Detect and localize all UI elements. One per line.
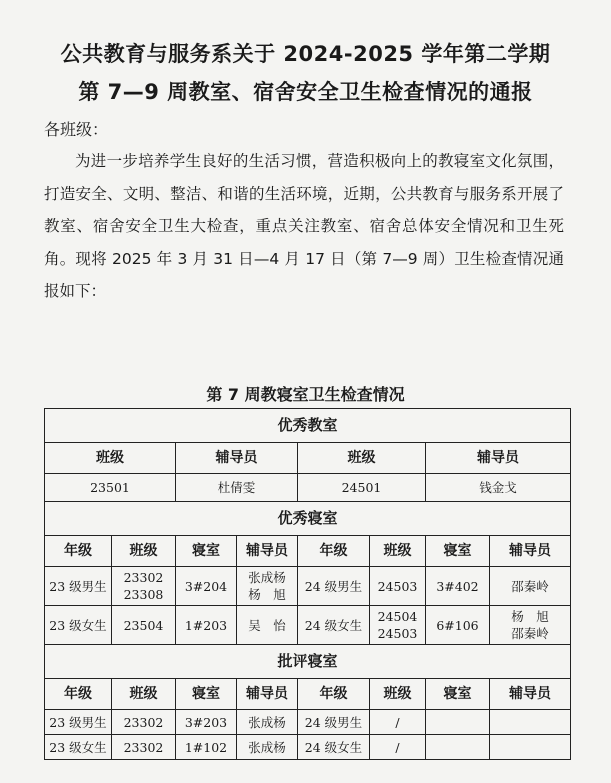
column-header: 班级 — [370, 536, 426, 567]
section-row-criticized-dorm — [45, 645, 571, 679]
table-cell: 1#102 — [176, 735, 237, 760]
section-row-excellent-classroom — [45, 409, 571, 443]
table-cell: 23302 — [112, 735, 176, 760]
table-row — [45, 567, 571, 606]
table-cell: 24 级男生 — [298, 710, 370, 735]
table-cell: / — [370, 735, 426, 760]
table-cell: 24503 — [370, 567, 426, 606]
table-cell: 3#402 — [426, 567, 490, 606]
table-cell: 张成杨 — [237, 735, 298, 760]
header-row — [45, 679, 571, 710]
column-header: 寝室 — [426, 679, 490, 710]
table-cell — [426, 735, 490, 760]
table-cell: 1#203 — [176, 606, 237, 645]
table-cell: 23 级男生 — [45, 710, 112, 735]
table-row — [45, 710, 571, 735]
table-row — [45, 474, 571, 502]
salutation: 各班级： — [44, 120, 109, 139]
table-cell — [426, 710, 490, 735]
section-label: 优秀教室 — [45, 409, 571, 443]
table-cell: / — [370, 710, 426, 735]
notice-title-line1: 公共教育与服务系关于 2024-2025 学年第二学期 — [60, 42, 551, 66]
table-title: 第 7 周教寝室卫生检查情况 — [206, 385, 405, 404]
column-header: 班级 — [112, 679, 176, 710]
column-header: 辅导员 — [237, 536, 298, 567]
table-cell: 24501 — [298, 474, 426, 502]
table-row — [45, 606, 571, 645]
table-cell: 23501 — [45, 474, 176, 502]
column-header: 班级 — [370, 679, 426, 710]
table-cell: 3#204 — [176, 567, 237, 606]
column-header: 辅导员 — [237, 679, 298, 710]
column-header: 年级 — [298, 679, 370, 710]
section-row-excellent-dorm — [45, 502, 571, 536]
column-header: 班级 — [112, 536, 176, 567]
table-cell: 张成杨 杨 旭 — [237, 567, 298, 606]
table-row — [45, 735, 571, 760]
column-header: 辅导员 — [490, 536, 571, 567]
table-cell: 23 级女生 — [45, 606, 112, 645]
column-header: 年级 — [45, 536, 112, 567]
table-cell: 24504 24503 — [370, 606, 426, 645]
header-row — [45, 536, 571, 567]
table-cell: 24 级女生 — [298, 735, 370, 760]
column-header: 寝室 — [176, 536, 237, 567]
inspection-table — [44, 408, 571, 760]
column-header: 年级 — [298, 536, 370, 567]
column-header: 班级 — [45, 443, 176, 474]
column-header: 寝室 — [426, 536, 490, 567]
table-cell: 23302 23308 — [112, 567, 176, 606]
table-cell: 3#203 — [176, 710, 237, 735]
table-cell: 邵秦岭 — [490, 567, 571, 606]
table-cell: 杨 旭 邵秦岭 — [490, 606, 571, 645]
notice-body: 为进一步培养学生良好的生活习惯，营造积极向上的教寝室文化氛围，打造安全、文明、整洁、和谐的生活环境，近期，公共教育与服务系开展了教室、宿舍安全卫生大检查，重点关注教室、宿舍总体安全情况和卫生死角。现将 2025 年 3 月 31 日—4 月 17 日（第 7—9 周）卫生检查情况通报如下： — [44, 152, 564, 300]
column-header: 辅导员 — [426, 443, 571, 474]
table-cell: 6#106 — [426, 606, 490, 645]
header-row — [45, 443, 571, 474]
column-header: 年级 — [45, 679, 112, 710]
table-cell: 杜倩雯 — [176, 474, 298, 502]
table-cell — [490, 710, 571, 735]
table-cell: 23504 — [112, 606, 176, 645]
column-header: 班级 — [298, 443, 426, 474]
table-cell: 23302 — [112, 710, 176, 735]
column-header: 辅导员 — [176, 443, 298, 474]
notice-title-line2: 第 7—9 周教室、宿舍安全卫生检查情况的通报 — [78, 80, 533, 104]
table-cell — [490, 735, 571, 760]
table-cell: 吴 怡 — [237, 606, 298, 645]
section-label: 批评寝室 — [45, 645, 571, 679]
table-cell: 23 级男生 — [45, 567, 112, 606]
section-label: 优秀寝室 — [45, 502, 571, 536]
table-cell: 张成杨 — [237, 710, 298, 735]
table-cell: 钱金戈 — [426, 474, 571, 502]
table-cell: 23 级女生 — [45, 735, 112, 760]
column-header: 辅导员 — [490, 679, 571, 710]
table-cell: 24 级男生 — [298, 567, 370, 606]
table-cell: 24 级女生 — [298, 606, 370, 645]
column-header: 寝室 — [176, 679, 237, 710]
